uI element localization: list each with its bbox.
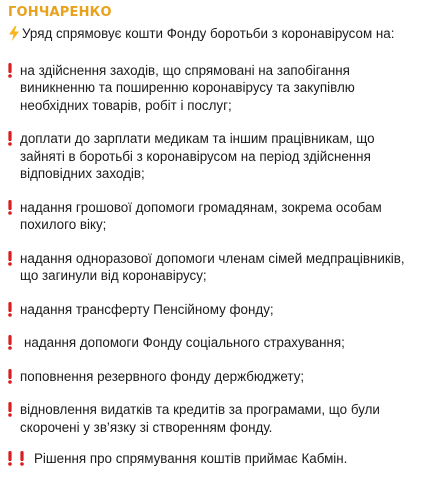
closing-text: Рішення про спрямування коштів приймає Кабмін. (34, 451, 348, 466)
red-exclamation-icon (8, 131, 12, 146)
channel-name[interactable]: ГОНЧАРЕНКО (8, 5, 112, 20)
list-item (8, 250, 416, 285)
list-item-text: надання грошової допомоги громадянам, зокрема особам похилого віку; (20, 199, 382, 232)
list-item-text: поповнення резервного фонду держбюджету; (20, 368, 305, 384)
list-item (8, 334, 416, 352)
list-item-text: надання допомоги Фонду соціального страхування; (24, 335, 345, 350)
list-item-text: на здійснення заходів, що спрямовані на запобігання виникненню та поширенню коронавірусу та закупівлю необхідних товарів, робіт і послуг; (20, 62, 355, 113)
list-item-text: надання одноразової допомоги членам сімей медпрацівників, що загинули від коронавірусу; (20, 250, 405, 283)
list-item-text: доплати до зарплати медикам та іншим працівникам, що зайняті в боротьбі з коронавірусом на період здійснення відповідних заходів; (20, 131, 375, 181)
red-exclamation-icon (8, 251, 12, 266)
red-exclamation-icon (20, 451, 24, 466)
red-exclamation-icon (8, 335, 12, 350)
red-exclamation-icon (8, 402, 12, 417)
list-item (8, 368, 416, 386)
list-item-text: надання трансферту Пенсійному фонду; (20, 301, 274, 317)
intro-text: Уряд спрямовує кошти Фонду боротьби з коронавірусом на: (22, 26, 395, 41)
list-item (8, 62, 416, 115)
high-voltage-icon (8, 26, 20, 46)
red-exclamation-icon (8, 63, 12, 78)
closing-line (8, 450, 416, 468)
channel-post (8, 4, 416, 468)
red-exclamation-icon (8, 451, 12, 466)
list-item (8, 199, 416, 234)
list-item (8, 401, 416, 436)
red-exclamation-icon (8, 302, 12, 317)
red-exclamation-icon (8, 369, 12, 384)
list-item (8, 130, 416, 183)
red-exclamation-icon (8, 200, 12, 215)
list-item-text: відновлення видатків та кредитів за програмами, що були скорочені у зв’язку зі створенням фонду. (20, 402, 380, 435)
double-exclamation-icons (8, 451, 24, 466)
list-item (8, 301, 416, 319)
intro-line (8, 25, 416, 46)
